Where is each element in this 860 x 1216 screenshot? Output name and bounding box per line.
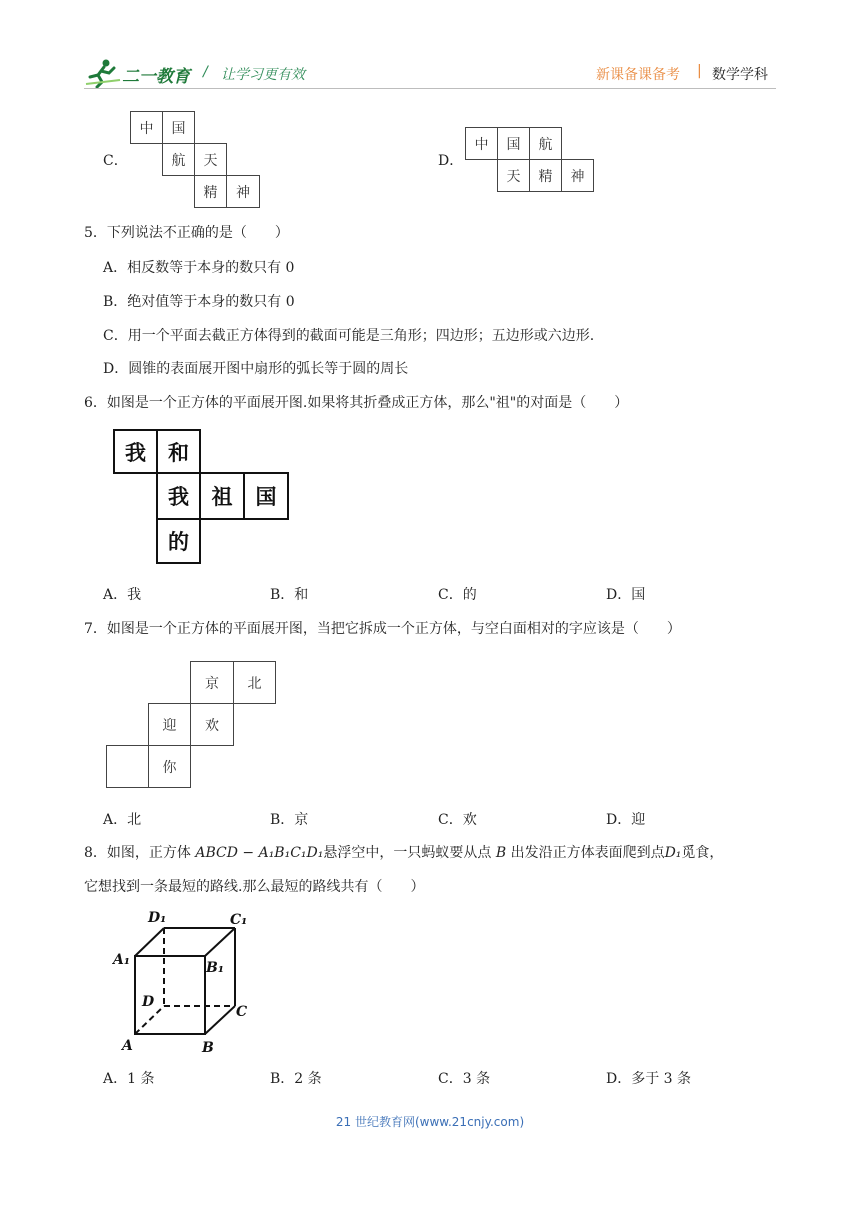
header-divider: | xyxy=(697,63,702,79)
net-cell: 北 xyxy=(233,661,276,704)
net-cell: 京 xyxy=(190,661,234,704)
vertex-label: A₁ xyxy=(113,952,130,968)
cube-name: ABCD − A₁B₁C₁D₁ xyxy=(195,845,324,861)
net-cell: 和 xyxy=(156,429,201,474)
net-cell: 精 xyxy=(529,159,562,192)
option-b: B．2 条 xyxy=(270,1071,322,1087)
net-cell: 迎 xyxy=(148,703,191,746)
option-d: D．国 xyxy=(606,587,646,603)
subject-label: 数学学科 xyxy=(712,67,768,83)
option-a: A．北 xyxy=(103,812,142,828)
net-cell: 我 xyxy=(113,429,158,474)
net-cell: 国 xyxy=(497,127,530,160)
option-d: D．多于 3 条 xyxy=(606,1071,692,1087)
stem-end: 觅食， xyxy=(681,845,724,861)
net-cell: 我 xyxy=(156,472,201,520)
vertex-label: B₁ xyxy=(206,960,224,976)
net-cell: 神 xyxy=(561,159,594,192)
question-stem: 5．下列说法不正确的是（ ） xyxy=(84,225,289,241)
option-b: B．京 xyxy=(270,812,309,828)
question-stem: 7．如图是一个正方体的平面展开图，当把它拆成一个正方体，与空白面相对的字应该是（ ） xyxy=(84,621,681,637)
net-cell: 中 xyxy=(130,111,163,144)
vertex-label: C₁ xyxy=(230,912,248,928)
net-cell: 天 xyxy=(497,159,530,192)
slash-divider: / xyxy=(203,64,208,80)
vertex-label: D xyxy=(142,994,155,1010)
option-b: B．绝对值等于本身的数只有 0 xyxy=(103,294,295,310)
running-man-logo-icon xyxy=(84,58,122,88)
net-cell: 国 xyxy=(243,472,289,520)
stem-mid-2: 出发沿正方体表面爬到点 xyxy=(506,845,665,861)
point-d1: D₁ xyxy=(664,845,682,861)
point-b: B xyxy=(495,845,507,861)
option-d: D．迎 xyxy=(606,812,646,828)
net-cell: 国 xyxy=(162,111,195,144)
question-stem: 6．如图是一个正方体的平面展开图.如果将其折叠成正方体，那么"祖"的对面是（ ） xyxy=(84,395,629,411)
option-c: C．的 xyxy=(438,587,477,603)
vertex-label: B xyxy=(202,1040,214,1056)
stem-prefix: 8．如图，正方体 xyxy=(84,845,196,861)
vertex-label: A xyxy=(122,1038,133,1054)
header-rule xyxy=(84,88,776,89)
page-footer: 21 世纪教育网(www.21cnjy.com) xyxy=(335,1115,525,1129)
option-a: A．相反数等于本身的数只有 0 xyxy=(103,260,295,276)
option-a: A．1 条 xyxy=(103,1071,155,1087)
slogan: 让学习更有效 xyxy=(221,67,305,83)
net-cell: 航 xyxy=(529,127,562,160)
net-cell: 的 xyxy=(156,518,201,564)
net-cell: 你 xyxy=(148,745,191,788)
net-cell: 精 xyxy=(194,175,227,208)
blank-net-cell xyxy=(106,745,149,788)
option-b: B．和 xyxy=(270,587,309,603)
vertex-label: C xyxy=(236,1004,248,1020)
vertex-label: D₁ xyxy=(148,910,167,926)
logo-text: 二一教育 xyxy=(122,67,190,87)
net-cell: 祖 xyxy=(199,472,245,520)
option-d-label: D． xyxy=(438,153,464,169)
option-c: C．3 条 xyxy=(438,1071,491,1087)
net-cell: 中 xyxy=(465,127,498,160)
option-c: C．用一个平面去截正方体得到的截面可能是三角形；四边形；五边形或六边形. xyxy=(103,328,595,344)
option-c-label: C． xyxy=(103,153,128,169)
option-c: C．欢 xyxy=(438,812,477,828)
net-cell: 天 xyxy=(194,143,227,176)
option-d: D．圆锥的表面展开图中扇形的弧长等于圆的周长 xyxy=(103,361,409,377)
net-cell: 航 xyxy=(162,143,195,176)
net-cell: 神 xyxy=(226,175,260,208)
question-stem-line-1 xyxy=(84,843,723,863)
net-cell: 欢 xyxy=(190,703,234,746)
option-a: A．我 xyxy=(103,587,142,603)
question-stem-line-2: 它想找到一条最短的路线.那么最短的路线共有（ ） xyxy=(84,879,425,895)
cube-figure xyxy=(112,906,262,1058)
stem-mid: 悬浮空中，一只蚂蚁要从点 xyxy=(323,845,496,861)
header-right-label: 新课备课备考 xyxy=(596,67,680,83)
